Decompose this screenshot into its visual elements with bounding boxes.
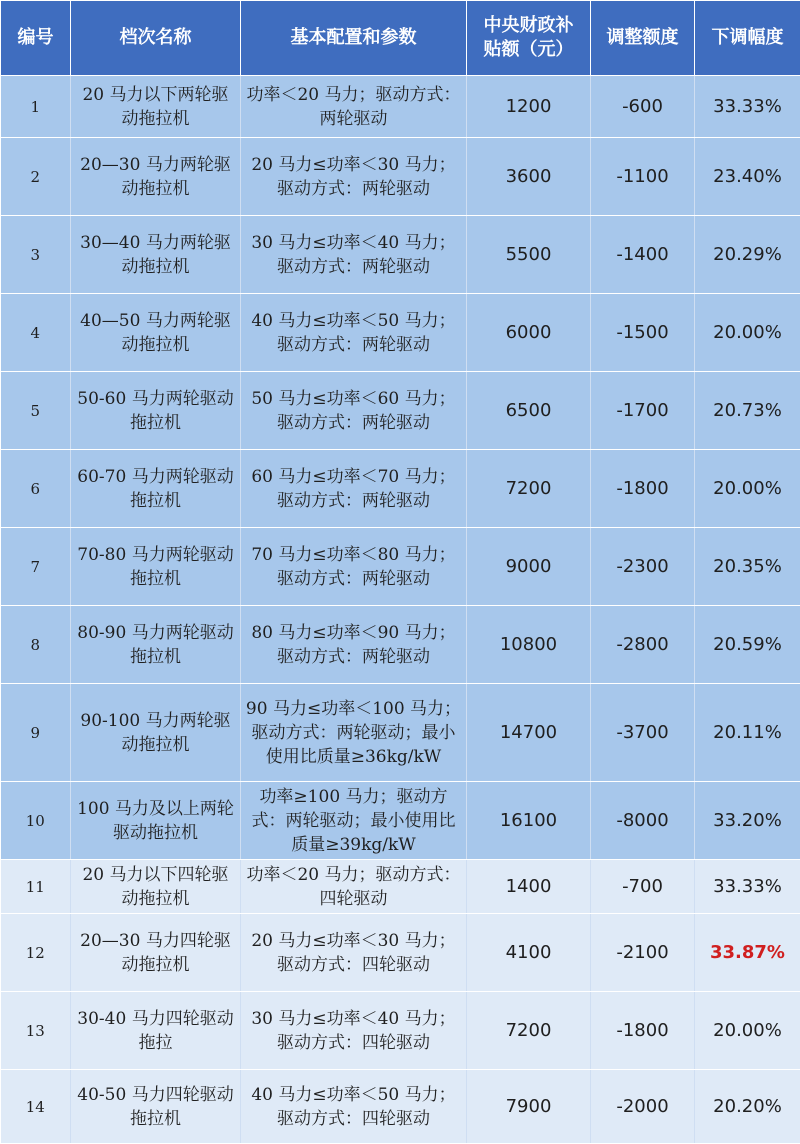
header-subsidy-text: 中央财政补贴额（元） <box>479 14 579 62</box>
reduction-rate: 23.40% <box>695 138 800 216</box>
subsidy-amount: 3600 <box>467 138 591 216</box>
tier-name: 80-90 马力两轮驱动拖拉机 <box>71 606 241 684</box>
reduction-rate: 20.35% <box>695 528 800 606</box>
subsidy-amount: 1400 <box>467 860 591 914</box>
header-config: 基本配置和参数 <box>241 1 467 76</box>
table-row <box>1 138 800 216</box>
adjustment-amount: -1400 <box>591 216 695 294</box>
tier-name: 100 马力及以上两轮驱动拖拉机 <box>71 782 241 860</box>
tier-name: 20—30 马力四轮驱动拖拉机 <box>71 914 241 992</box>
tier-name: 40—50 马力两轮驱动拖拉机 <box>71 294 241 372</box>
subsidy-amount: 4100 <box>467 914 591 992</box>
config-params: 30 马力≤功率＜40 马力；驱动方式：两轮驱动 <box>241 216 467 294</box>
tier-name: 20—30 马力两轮驱动拖拉机 <box>71 138 241 216</box>
row-number: 13 <box>1 992 71 1070</box>
config-params: 40 马力≤功率＜50 马力；驱动方式：四轮驱动 <box>241 1070 467 1144</box>
row-number: 10 <box>1 782 71 860</box>
adjustment-amount: -2100 <box>591 914 695 992</box>
config-params: 40 马力≤功率＜50 马力；驱动方式：两轮驱动 <box>241 294 467 372</box>
adjustment-amount: -700 <box>591 860 695 914</box>
config-params: 功率＜20 马力；驱动方式：四轮驱动 <box>241 860 467 914</box>
table-row <box>1 450 800 528</box>
header-reduction-rate: 下调幅度 <box>695 1 800 76</box>
subsidy-amount: 5500 <box>467 216 591 294</box>
tier-name: 30—40 马力两轮驱动拖拉机 <box>71 216 241 294</box>
header-tier-name: 档次名称 <box>71 1 241 76</box>
subsidy-amount: 1200 <box>467 76 591 138</box>
reduction-rate: 20.11% <box>695 684 800 782</box>
row-number: 14 <box>1 1070 71 1144</box>
subsidy-amount: 7900 <box>467 1070 591 1144</box>
row-number: 7 <box>1 528 71 606</box>
config-params: 90 马力≤功率＜100 马力；驱动方式：两轮驱动；最小使用比质量≥36kg/kW <box>241 684 467 782</box>
adjustment-amount: -1100 <box>591 138 695 216</box>
reduction-rate: 20.00% <box>695 294 800 372</box>
table-row <box>1 528 800 606</box>
table-row <box>1 914 800 992</box>
row-number: 8 <box>1 606 71 684</box>
tier-name: 20 马力以下四轮驱动拖拉机 <box>71 860 241 914</box>
table-row <box>1 216 800 294</box>
adjustment-amount: -2000 <box>591 1070 695 1144</box>
tier-name: 30-40 马力四轮驱动拖拉 <box>71 992 241 1070</box>
adjustment-amount: -1800 <box>591 992 695 1070</box>
row-number: 12 <box>1 914 71 992</box>
table-row <box>1 782 800 860</box>
row-number: 6 <box>1 450 71 528</box>
reduction-rate: 20.00% <box>695 992 800 1070</box>
tier-name: 90-100 马力两轮驱动拖拉机 <box>71 684 241 782</box>
reduction-rate-highlighted: 33.87% <box>710 942 785 963</box>
reduction-rate: 20.29% <box>695 216 800 294</box>
subsidy-amount: 7200 <box>467 450 591 528</box>
subsidy-amount: 9000 <box>467 528 591 606</box>
config-params: 20 马力≤功率＜30 马力；驱动方式：四轮驱动 <box>241 914 467 992</box>
row-number: 1 <box>1 76 71 138</box>
adjustment-amount: -600 <box>591 76 695 138</box>
header-number: 编号 <box>1 1 71 76</box>
header-subsidy <box>467 1 591 76</box>
table-row <box>1 606 800 684</box>
adjustment-amount: -8000 <box>591 782 695 860</box>
subsidy-amount: 16100 <box>467 782 591 860</box>
reduction-rate-cell <box>695 914 800 992</box>
subsidy-amount: 14700 <box>467 684 591 782</box>
reduction-rate: 20.20% <box>695 1070 800 1144</box>
table-row <box>1 860 800 914</box>
subsidy-amount: 10800 <box>467 606 591 684</box>
row-number: 3 <box>1 216 71 294</box>
config-params: 60 马力≤功率＜70 马力；驱动方式：两轮驱动 <box>241 450 467 528</box>
row-number: 11 <box>1 860 71 914</box>
row-number: 9 <box>1 684 71 782</box>
adjustment-amount: -2300 <box>591 528 695 606</box>
reduction-rate: 20.00% <box>695 450 800 528</box>
table-row <box>1 992 800 1070</box>
subsidy-amount: 6000 <box>467 294 591 372</box>
reduction-rate: 20.73% <box>695 372 800 450</box>
reduction-rate: 20.59% <box>695 606 800 684</box>
reduction-rate: 33.33% <box>695 76 800 138</box>
table-row <box>1 76 800 138</box>
config-params: 80 马力≤功率＜90 马力；驱动方式：两轮驱动 <box>241 606 467 684</box>
subsidy-amount: 7200 <box>467 992 591 1070</box>
adjustment-amount: -3700 <box>591 684 695 782</box>
subsidy-amount: 6500 <box>467 372 591 450</box>
tier-name: 20 马力以下两轮驱动拖拉机 <box>71 76 241 138</box>
row-number: 5 <box>1 372 71 450</box>
adjustment-amount: -1500 <box>591 294 695 372</box>
header-row <box>1 1 800 76</box>
adjustment-amount: -2800 <box>591 606 695 684</box>
tier-name: 40-50 马力四轮驱动拖拉机 <box>71 1070 241 1144</box>
config-params: 功率＜20 马力；驱动方式：两轮驱动 <box>241 76 467 138</box>
config-params: 70 马力≤功率＜80 马力；驱动方式：两轮驱动 <box>241 528 467 606</box>
adjustment-amount: -1700 <box>591 372 695 450</box>
adjustment-amount: -1800 <box>591 450 695 528</box>
config-params: 20 马力≤功率＜30 马力；驱动方式：两轮驱动 <box>241 138 467 216</box>
reduction-rate: 33.33% <box>695 860 800 914</box>
row-number: 4 <box>1 294 71 372</box>
tier-name: 70-80 马力两轮驱动拖拉机 <box>71 528 241 606</box>
table-row <box>1 294 800 372</box>
config-params: 30 马力≤功率＜40 马力；驱动方式：四轮驱动 <box>241 992 467 1070</box>
row-number: 2 <box>1 138 71 216</box>
config-params: 功率≥100 马力；驱动方式：两轮驱动；最小使用比质量≥39kg/kW <box>241 782 467 860</box>
header-adjustment: 调整额度 <box>591 1 695 76</box>
table-row <box>1 372 800 450</box>
config-params: 50 马力≤功率＜60 马力；驱动方式：两轮驱动 <box>241 372 467 450</box>
table-row <box>1 1070 800 1144</box>
reduction-rate: 33.20% <box>695 782 800 860</box>
table-row <box>1 684 800 782</box>
tier-name: 50-60 马力两轮驱动拖拉机 <box>71 372 241 450</box>
tier-name: 60-70 马力两轮驱动拖拉机 <box>71 450 241 528</box>
